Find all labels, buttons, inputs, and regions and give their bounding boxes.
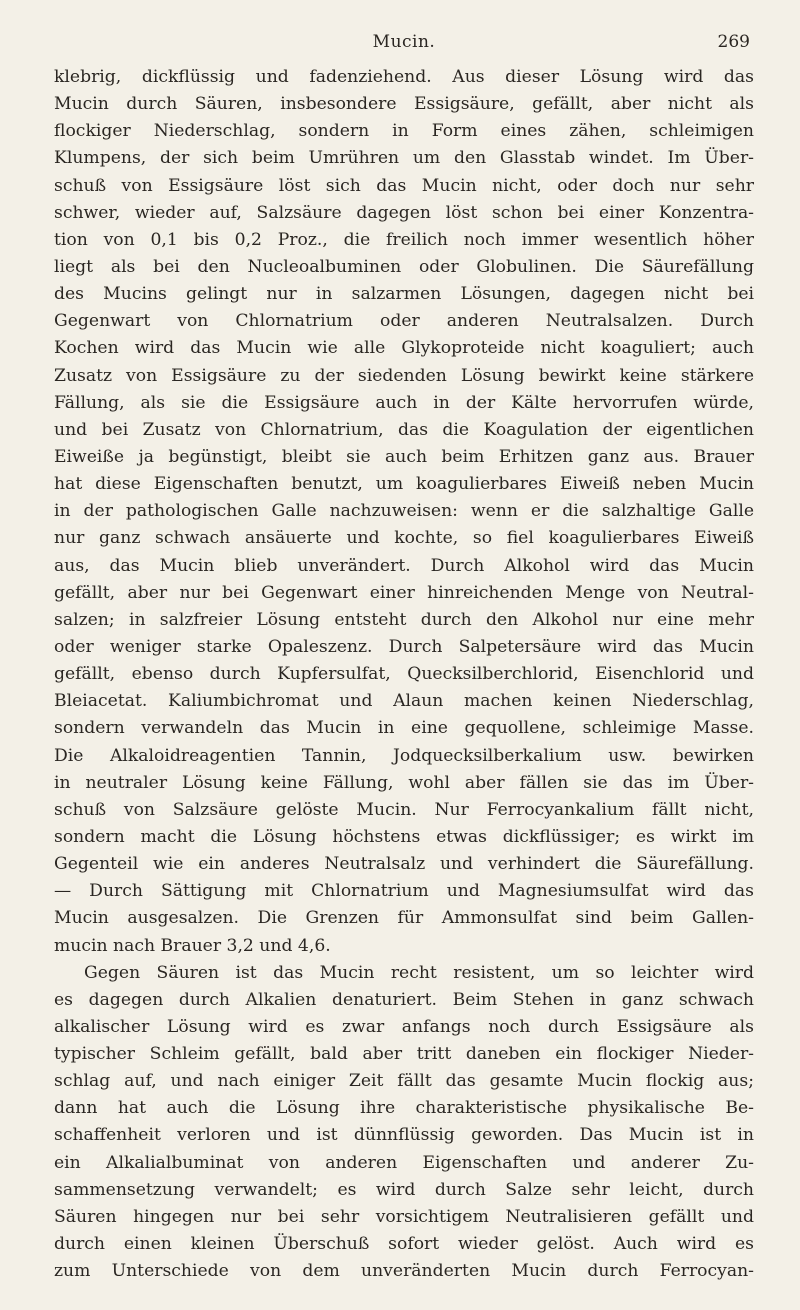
text-line: Fällung, als sie die Essigsäure auch in der Kälte hervorrufen würde, (54, 392, 754, 413)
text-line: nur ganz schwach ansäuerte und kochte, so fiel koagulierbares Eiweiß (54, 528, 754, 549)
text-line: schwer, wieder auf, Salzsäure dagegen löst schon bei einer Konzentra- (54, 202, 754, 223)
text-line: gefällt, ebenso durch Kupfersulfat, Quecksilberchlorid, Eisenchlorid und (54, 664, 754, 685)
text-line: schuß von Salzsäure gelöste Mucin. Nur Ferrocyankalium fällt nicht, (54, 799, 754, 820)
text-line: Kochen wird das Mucin wie alle Glykoproteide nicht koaguliert; auch (54, 338, 754, 359)
text-line: liegt als bei den Nucleoalbuminen oder Globulinen. Die Säurefällung (54, 256, 754, 277)
text-line: Klumpens, der sich beim Umrühren um den Glasstab windet. Im Über- (54, 148, 754, 169)
text-line: Säuren hingegen nur bei sehr vorsichtigem Neutralisieren gefällt und (54, 1206, 754, 1227)
text-line: hat diese Eigenschaften benutzt, um koagulierbares Eiweiß neben Mucin (54, 474, 754, 495)
text-line: Gegenwart von Chlornatrium oder anderen Neutralsalzen. Durch (54, 311, 754, 332)
text-line: schuß von Essigsäure löst sich das Mucin nicht, oder doch nur sehr (54, 175, 754, 196)
text-line: es dagegen durch Alkalien denaturiert. Beim Stehen in ganz schwach (54, 989, 754, 1010)
text-line: mucin nach Brauer 3,2 und 4,6. (54, 935, 331, 956)
text-line: Bleiacetat. Kaliumbichromat und Alaun machen keinen Niederschlag, (54, 691, 754, 712)
book-page (54, 18, 754, 1285)
text-line: in neutraler Lösung keine Fällung, wohl aber fällen sie das im Über- (54, 772, 754, 793)
text-line: typischer Schleim gefällt, bald aber tritt daneben ein flockiger Nieder- (54, 1044, 754, 1065)
text-line: in der pathologischen Galle nachzuweisen: wenn er die salzhaltige Galle (54, 501, 754, 522)
text-line: sammensetzung verwandelt; es wird durch Salze sehr leicht, durch (54, 1179, 754, 1200)
text-line: tion von 0,1 bis 0,2 Proz., die freilich noch immer wesentlich höher (54, 229, 754, 250)
text-line: Gegenteil wie ein anderes Neutralsalz und verhindert die Säurefällung. (54, 854, 754, 875)
text-line: oder weniger starke Opaleszenz. Durch Salpetersäure wird das Mucin (54, 636, 754, 657)
body-text (54, 64, 754, 1285)
text-line: Die Alkaloidreagentien Tannin, Jodquecksilberkalium usw. bewirken (54, 745, 754, 766)
text-line: Mucin durch Säuren, insbesondere Essigsäure, gefällt, aber nicht als (54, 94, 754, 115)
text-line: Mucin ausgesalzen. Die Grenzen für Ammonsulfat sind beim Gallen- (54, 908, 754, 929)
page-number: 269 (717, 32, 750, 52)
text-line: Gegen Säuren ist das Mucin recht resistent, um so leichter wird (84, 962, 754, 983)
text-line: des Mucins gelingt nur in salzarmen Lösungen, dagegen nicht bei (54, 284, 754, 305)
text-line: dann hat auch die Lösung ihre charakteristische physikalische Be- (54, 1098, 754, 1119)
text-line: Zusatz von Essigsäure zu der siedenden Lösung bewirkt keine stärkere (54, 365, 754, 386)
text-line: alkalischer Lösung wird es zwar anfangs noch durch Essigsäure als (54, 1016, 754, 1037)
text-line: salzen; in salzfreier Lösung entsteht durch den Alkohol nur eine mehr (54, 609, 754, 630)
text-line: sondern macht die Lösung höchstens etwas dickflüssiger; es wirkt im (54, 826, 754, 847)
text-line: sondern verwandeln das Mucin in eine gequollene, schleimige Masse. (54, 718, 754, 739)
text-line: gefällt, aber nur bei Gegenwart einer hinreichenden Menge von Neutral- (54, 582, 754, 603)
text-line: durch einen kleinen Überschuß sofort wieder gelöst. Auch wird es (54, 1234, 754, 1255)
text-line: schaffenheit verloren und ist dünnflüssig geworden. Das Mucin ist in (54, 1125, 754, 1146)
text-line: und bei Zusatz von Chlornatrium, das die Koagulation der eigentlichen (54, 419, 754, 440)
text-line: ein Alkalialbuminat von anderen Eigenschaften und anderer Zu- (54, 1152, 754, 1173)
text-line: klebrig, dickflüssig und fadenziehend. Aus dieser Lösung wird das (54, 67, 754, 87)
text-line: — Durch Sättigung mit Chlornatrium und Magnesiumsulfat wird das (54, 881, 754, 902)
running-title: Mucin. (372, 32, 436, 52)
text-line: zum Unterschiede von dem unveränderten Mucin durch Ferrocyan- (54, 1261, 754, 1282)
text-line: flockiger Niederschlag, sondern in Form eines zähen, schleimigen (54, 121, 754, 142)
running-header (54, 18, 754, 62)
text-line: schlag auf, und nach einiger Zeit fällt das gesamte Mucin flockig aus; (54, 1071, 754, 1092)
text-line: aus, das Mucin blieb unverändert. Durch Alkohol wird das Mucin (54, 555, 754, 576)
text-line: Eiweiße ja begünstigt, bleibt sie auch beim Erhitzen ganz aus. Brauer (54, 446, 754, 467)
